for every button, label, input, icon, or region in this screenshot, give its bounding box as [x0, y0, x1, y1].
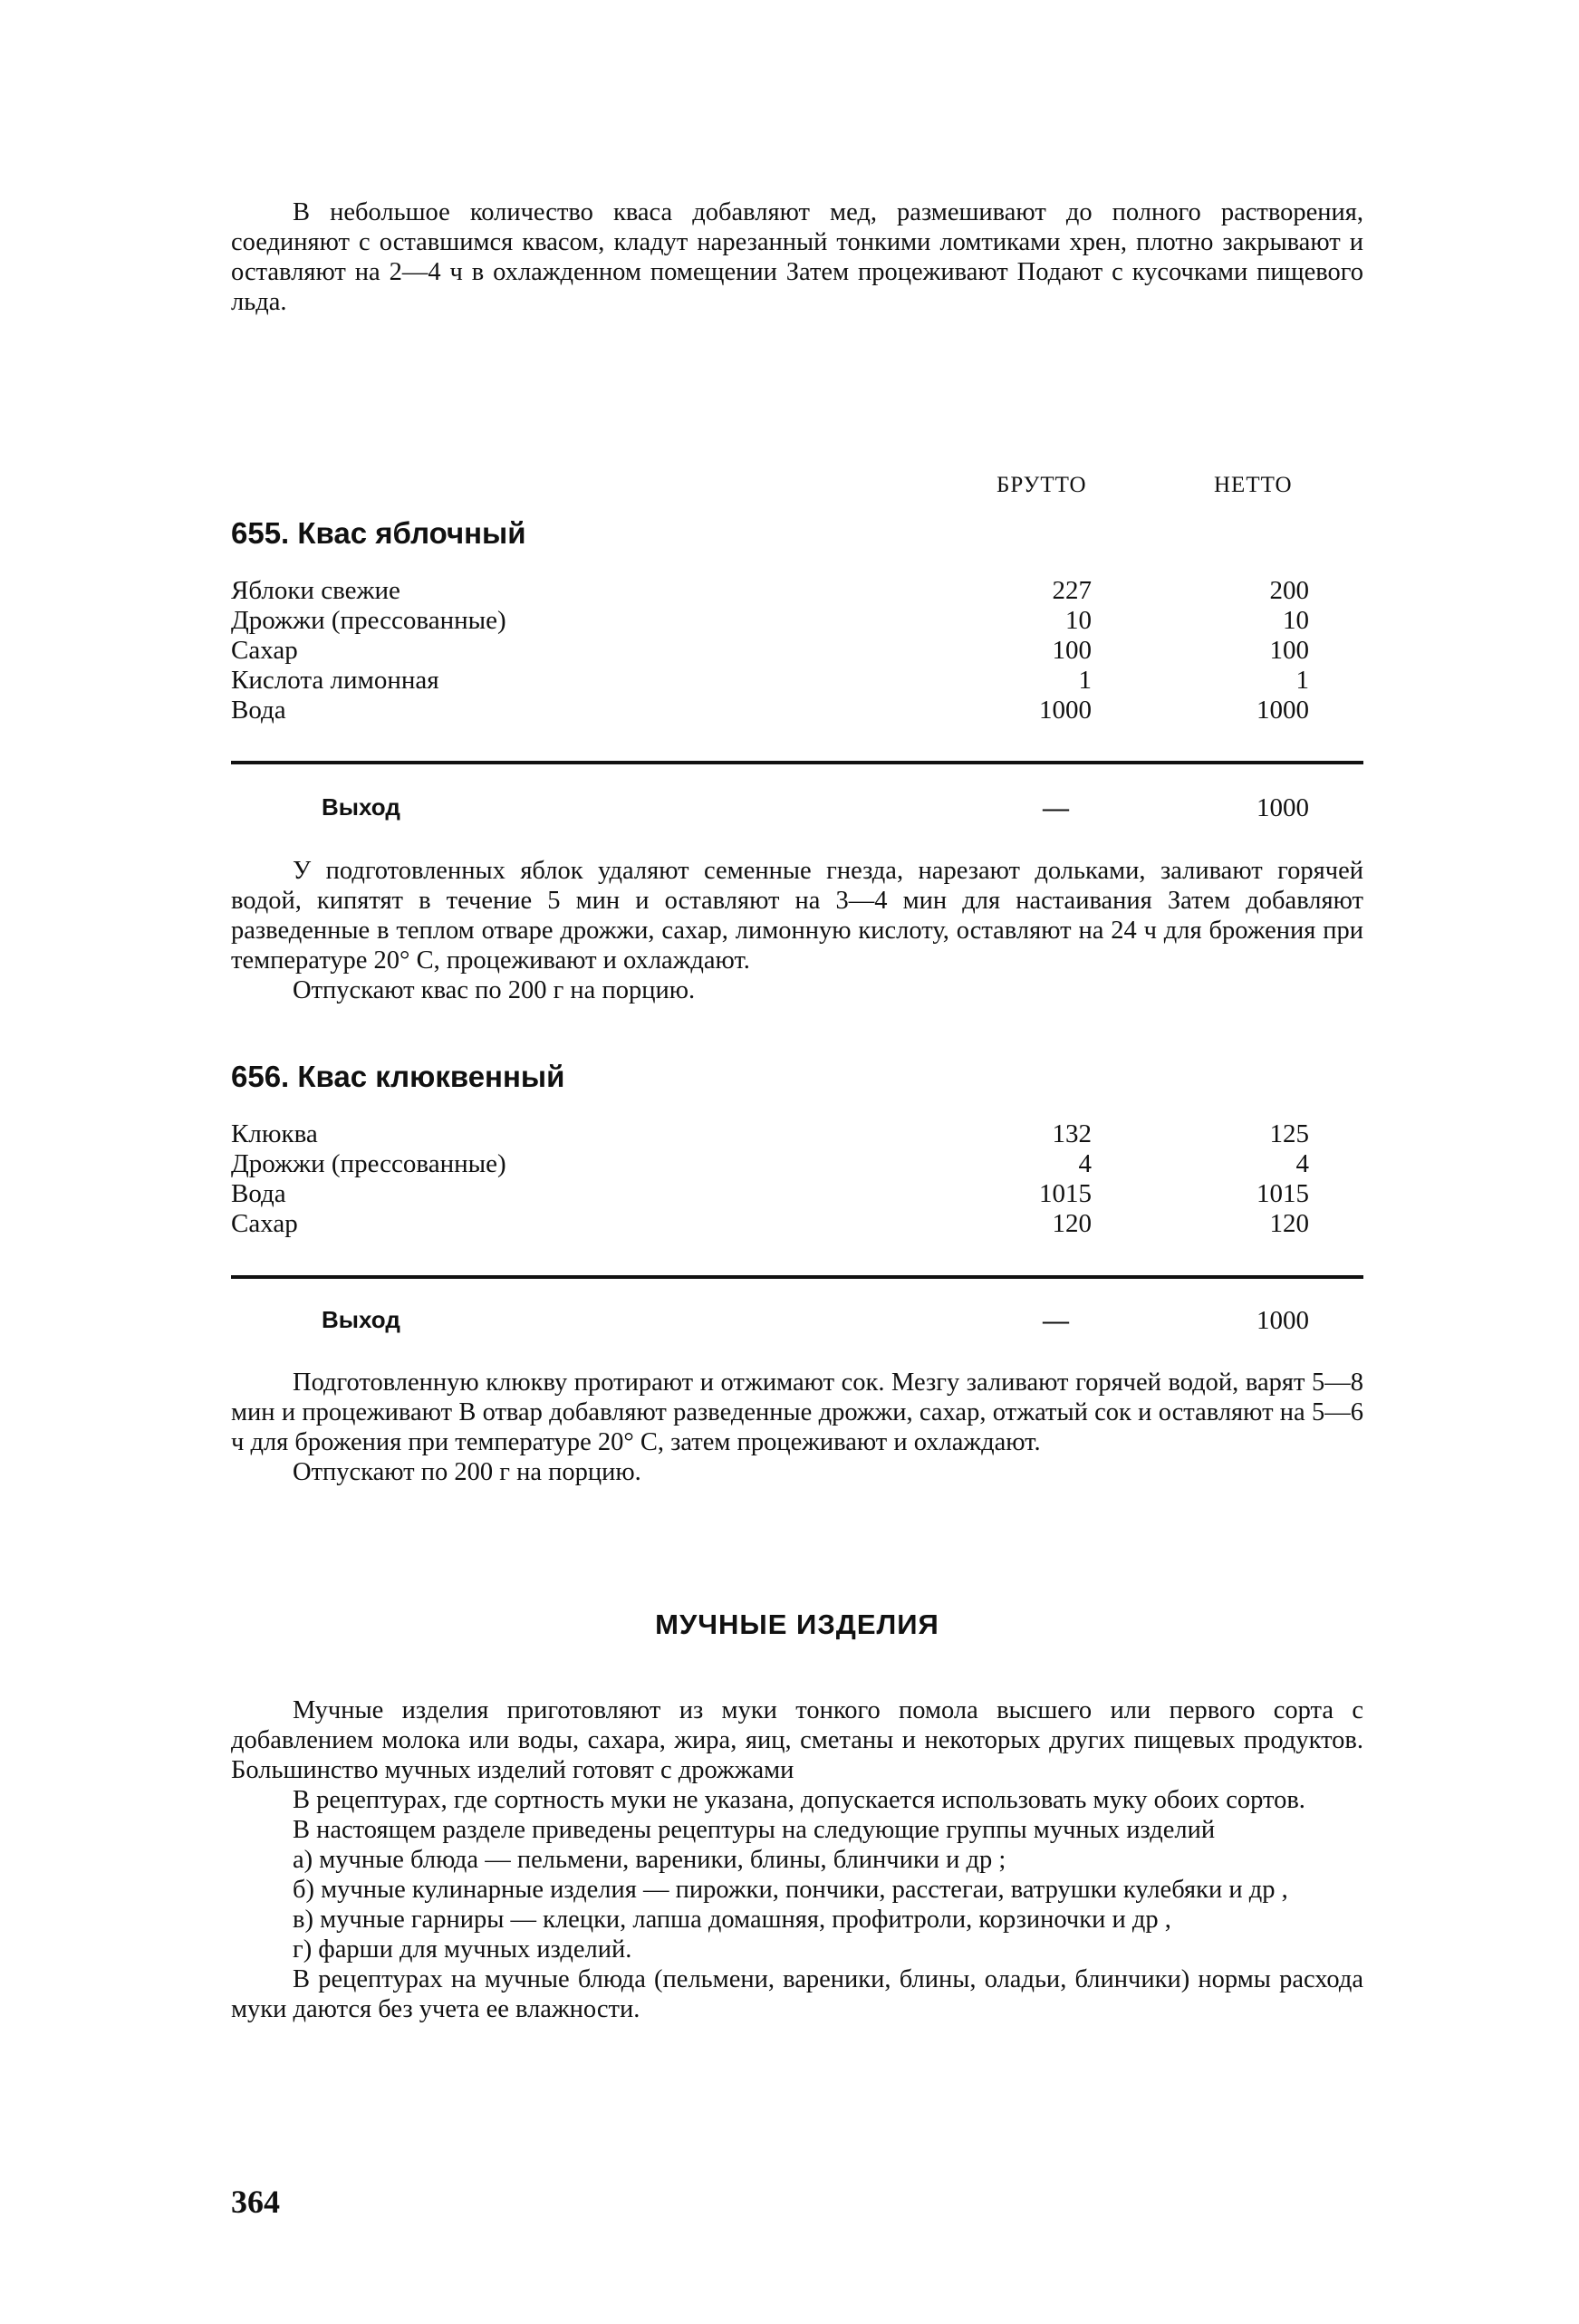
ingredient-name: Дрожжи (прессованные) — [231, 1149, 506, 1178]
ingredient-name: Сахар — [231, 636, 298, 665]
intro-paragraph: В небольшое количество кваса добавляют мед, размешивают до полного растворения, соединяют с оставшимся квасом, кладут нарезанный тонкими ломтиками хрен, плотно закрывают и оставляют на 2—4 ч в охлажденном помещении Затем процеживают Подают с кусочками пищевого льда. — [231, 198, 1363, 316]
ingredient-row — [231, 636, 1363, 666]
recipe-656-description: Подготовленную клюкву протирают и отжимают сок. Мезгу заливают горячей водой, варят 5—8 мин и процеживают В отвар добавляют разведенные дрожжи, сахар, отжатый сок и оставляют на 5—6 ч для брожения при температуре 20° С, затем процеживают и охлаждают. — [231, 1368, 1363, 1456]
column-header-brutto: БРУТТО — [997, 473, 1087, 497]
column-header-netto: НЕТТО — [1214, 473, 1293, 497]
ingredient-name: Сахар — [231, 1209, 298, 1238]
recipe-656-serving: Отпускают по 200 г на порцию. — [293, 1458, 641, 1486]
ingredient-netto: 4 — [1295, 1149, 1309, 1178]
section-paragraph-3: В настоящем разделе приведены рецептуры на следующие группы мучных изделий — [293, 1816, 1216, 1844]
recipe-655-yield — [231, 793, 1363, 826]
ingredient-netto: 125 — [1269, 1119, 1309, 1148]
ingredient-brutto: 227 — [1052, 576, 1092, 605]
page-number: 364 — [231, 2184, 280, 2220]
recipe-655-ingredients — [231, 576, 1363, 725]
ingredient-name: Вода — [231, 696, 286, 725]
yield-label: Выход — [322, 1306, 400, 1333]
recipe-656-yield — [231, 1306, 1363, 1339]
list-item: г) фарши для мучных изделий. — [293, 1935, 632, 1964]
ingredient-name: Яблоки свежие — [231, 576, 400, 605]
recipe-655-title: 655. Квас яблочный — [231, 516, 526, 550]
ingredient-name: Клюква — [231, 1119, 318, 1148]
ingredient-brutto: 1000 — [1039, 696, 1092, 725]
yield-label: Выход — [322, 793, 400, 821]
ingredient-name: Дрожжи (прессованные) — [231, 606, 506, 635]
ingredient-netto: 200 — [1269, 576, 1309, 605]
ingredient-brutto: 10 — [1065, 606, 1092, 635]
list-item: б) мучные кулинарные изделия — пирожки, пончики, расстегаи, ватрушки кулебяки и др , — [293, 1876, 1288, 1904]
ingredient-row — [231, 696, 1363, 725]
recipe-655-text — [231, 856, 1363, 1005]
ingredient-brutto: 1015 — [1039, 1179, 1092, 1208]
ingredient-row — [231, 1209, 1363, 1239]
intro-block — [231, 197, 1363, 317]
ingredient-row — [231, 1119, 1363, 1149]
ingredient-name: Кислота лимонная — [231, 666, 439, 695]
ingredient-name: Вода — [231, 1179, 286, 1208]
section-paragraph-4: В рецептурах на мучные блюда (пельмени, вареники, блины, оладьи, блинчики) нормы расхода муки даются без учета ее влажности. — [231, 1965, 1363, 2023]
ingredient-netto: 1 — [1295, 666, 1309, 695]
ingredient-brutto: 4 — [1078, 1149, 1092, 1178]
recipe-656-title: 656. Квас клюквенный — [231, 1060, 565, 1093]
recipe-656-ingredients — [231, 1119, 1363, 1239]
section-title: МУЧНЫЕ ИЗДЕЛИЯ — [655, 1609, 939, 1640]
section-paragraph-1: Мучные изделия приготовляют из муки тонкого помола высшего или первого сорта с добавлением молока или воды, сахара, жира, яиц, сметаны и некоторых других пищевых продуктов. Большинство мучных изделий готовят с дрожжами — [231, 1696, 1363, 1784]
yield-brutto: — — [1043, 793, 1069, 822]
ingredient-brutto: 132 — [1052, 1119, 1092, 1148]
ingredient-brutto: 120 — [1052, 1209, 1092, 1238]
ingredient-row — [231, 576, 1363, 606]
ingredient-netto: 1000 — [1256, 696, 1309, 725]
recipe-656-text — [231, 1368, 1363, 1487]
table-rule — [231, 1275, 1363, 1279]
ingredient-netto: 1015 — [1256, 1179, 1309, 1208]
section-body — [231, 1695, 1363, 2024]
list-item: а) мучные блюда — пельмени, вареники, блины, блинчики и др ; — [293, 1846, 1006, 1874]
ingredient-row — [231, 666, 1363, 696]
ingredient-netto: 100 — [1269, 636, 1309, 665]
ingredient-row — [231, 1149, 1363, 1179]
section-paragraph-2: В рецептурах, где сортность муки не указана, допускается использовать муку обоих сортов. — [293, 1786, 1305, 1814]
ingredient-row — [231, 606, 1363, 636]
ingredient-netto: 120 — [1269, 1209, 1309, 1238]
recipe-655-serving: Отпускают квас по 200 г на порцию. — [293, 976, 696, 1004]
ingredient-netto: 10 — [1283, 606, 1309, 635]
yield-netto: 1000 — [1256, 793, 1309, 822]
list-item: в) мучные гарниры — клецки, лапша домашняя, профитроли, корзиночки и др , — [293, 1906, 1171, 1934]
ingredient-brutto: 1 — [1078, 666, 1092, 695]
ingredient-row — [231, 1179, 1363, 1209]
yield-netto: 1000 — [1256, 1306, 1309, 1335]
table-rule — [231, 761, 1363, 764]
yield-brutto: — — [1043, 1306, 1069, 1335]
ingredient-brutto: 100 — [1052, 636, 1092, 665]
recipe-655-description: У подготовленных яблок удаляют семенные гнезда, нарезают дольками, заливают горячей водой, кипятят в течение 5 мин и оставляют на 3—4 мин для настаивания Затем добавляют разведенные в теплом отваре дрожжи, сахар, лимонную кислоту, оставляют на 24 ч для брожения при температуре 20° С, процеживают и охлаждают. — [231, 857, 1363, 975]
